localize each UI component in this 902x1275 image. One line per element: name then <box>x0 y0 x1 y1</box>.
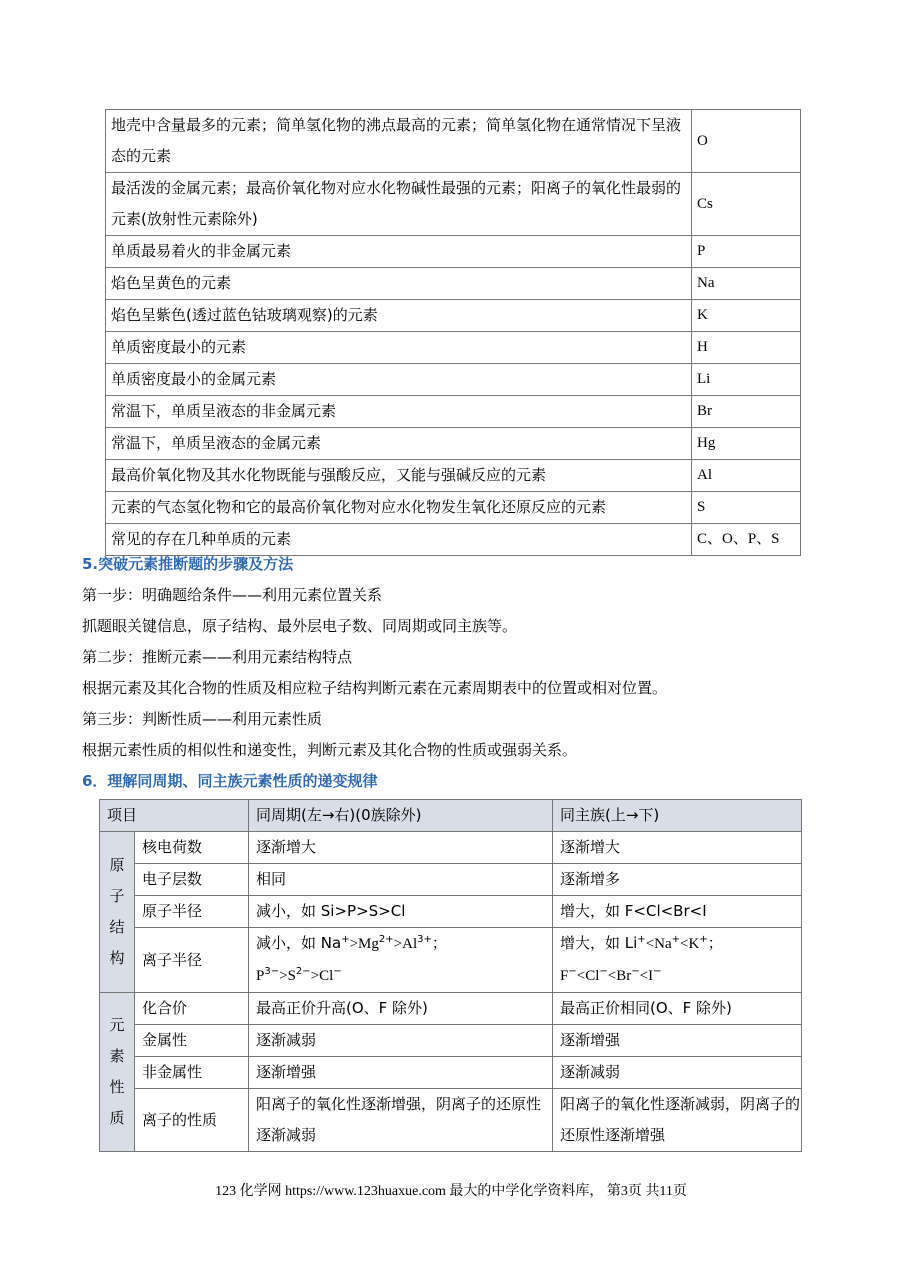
section5-line-5: 第三步：判断性质——利用元素性质 <box>82 710 323 728</box>
period-cell: 相同 <box>249 864 553 896</box>
table-row <box>106 268 801 300</box>
header-group: 同主族(上→下) <box>553 800 802 832</box>
table-row <box>100 993 802 1025</box>
ion-text: 减小，如 Na <box>256 934 342 952</box>
table-row <box>106 173 801 236</box>
group-label-structure: 原 子 结 构 <box>100 832 135 993</box>
prop-cell: 离子的性质 <box>135 1089 249 1152</box>
section6-heading: 6．理解同周期、同主族元素性质的递变规律 <box>82 772 378 790</box>
table-row <box>100 896 802 928</box>
header-item: 项目 <box>100 800 249 832</box>
element-description: 单质密度最小的元素 <box>106 332 692 364</box>
table-row <box>106 396 801 428</box>
group-label-properties: 元 素 性 质 <box>100 993 135 1152</box>
table-row <box>106 236 801 268</box>
table-row <box>100 832 802 864</box>
table-row <box>106 492 801 524</box>
group-cell: 逐渐增强 <box>553 1025 802 1057</box>
section5-line-6: 根据元素性质的相似性和递变性，判断元素及其化合物的性质或强弱关系。 <box>82 741 578 759</box>
element-symbol: H <box>692 332 801 364</box>
group-cell: 阳离子的氧化性逐渐减弱，阴离子的还原性逐渐增强 <box>553 1089 802 1152</box>
element-description: 元素的气态氢化物和它的最高价氧化物对应水化物发生氧化还原反应的元素 <box>106 492 692 524</box>
table-row <box>100 1089 802 1152</box>
element-symbol: O <box>692 110 801 173</box>
element-symbol: Na <box>692 268 801 300</box>
element-description: 焰色呈紫色(透过蓝色钴玻璃观察)的元素 <box>106 300 692 332</box>
period-cell: 最高正价升高(O、F 除外) <box>249 993 553 1025</box>
element-description: 单质最易着火的非金属元素 <box>106 236 692 268</box>
period-cell: 逐渐减弱 <box>249 1025 553 1057</box>
element-symbol: Hg <box>692 428 801 460</box>
ion-text: F <box>560 968 569 984</box>
periodic-trends-table <box>99 799 802 1152</box>
element-description: 焰色呈黄色的元素 <box>106 268 692 300</box>
element-symbol: Li <box>692 364 801 396</box>
ion-text: Cl <box>585 968 600 984</box>
prop-cell: 电子层数 <box>135 864 249 896</box>
table-row <box>106 110 801 173</box>
table-row <box>106 460 801 492</box>
ion-text: Na <box>654 936 672 952</box>
element-facts-table <box>105 109 801 556</box>
group-cell: 增大，如 F<Cl<Br<I <box>553 896 802 928</box>
element-symbol: P <box>692 236 801 268</box>
prop-cell: 金属性 <box>135 1025 249 1057</box>
table-row <box>100 1025 802 1057</box>
ion-text: K <box>688 936 700 952</box>
ion-text: Al <box>402 936 418 952</box>
ion-text: Br <box>616 968 632 984</box>
group-cell: 逐渐增多 <box>553 864 802 896</box>
section5-line-3: 第二步：推断元素——利用元素结构特点 <box>82 648 353 666</box>
element-description: 常温下，单质呈液态的非金属元素 <box>106 396 692 428</box>
table-row <box>100 1057 802 1089</box>
group-cell-ion-radius: 增大，如 Li+<Na+<K+； F−<Cl−<Br−<I− <box>553 928 802 993</box>
period-cell: 逐渐增强 <box>249 1057 553 1089</box>
prop-cell: 原子半径 <box>135 896 249 928</box>
element-symbol: K <box>692 300 801 332</box>
element-description: 常见的存在几种单质的元素 <box>106 524 692 556</box>
ion-text: S <box>287 968 296 984</box>
element-symbol: C、O、P、S <box>692 524 801 556</box>
element-description: 常温下，单质呈液态的金属元素 <box>106 428 692 460</box>
page-footer: 123 化学网 https://www.123huaxue.com 最大的中学化学资料库， 第3页 共11页 <box>215 1184 687 1199</box>
table-row <box>106 332 801 364</box>
element-description: 最高价氧化物及其水化物既能与强酸反应，又能与强碱反应的元素 <box>106 460 692 492</box>
table-row <box>106 428 801 460</box>
prop-cell: 核电荷数 <box>135 832 249 864</box>
ion-text: ； <box>431 934 447 952</box>
section5-heading: 5.突破元素推断题的步骤及方法 <box>82 555 294 573</box>
prop-cell: 离子半径 <box>135 928 249 993</box>
period-cell-ion-radius: 减小，如 $Na^+>Mg^{2+}>Al^{3+}$； $P^{3-}>S^{2-}>Cl^-$ <box>249 928 553 993</box>
ion-text: 增大，如 Li <box>560 934 638 952</box>
section5-line-1: 第一步：明确题给条件——利用元素位置关系 <box>82 586 383 604</box>
header-period: 同周期(左→右)(0族除外) <box>249 800 553 832</box>
table-row <box>106 300 801 332</box>
section5-line-2: 抓题眼关键信息，原子结构、最外层电子数、同周期或同主族等。 <box>82 617 518 635</box>
period-cell: 减小，如 Si>P>S>Cl <box>249 896 553 928</box>
prop-cell: 化合价 <box>135 993 249 1025</box>
table-row <box>100 928 802 993</box>
element-symbol: S <box>692 492 801 524</box>
period-cell: 阳离子的氧化性逐渐增强，阴离子的还原性逐渐减弱 <box>249 1089 553 1152</box>
group-cell: 最高正价相同(O、F 除外) <box>553 993 802 1025</box>
ion-text: Cl <box>319 968 334 984</box>
ion-text: I <box>648 968 654 984</box>
element-symbol: Br <box>692 396 801 428</box>
table-row <box>106 364 801 396</box>
element-description: 单质密度最小的金属元素 <box>106 364 692 396</box>
prop-cell: 非金属性 <box>135 1057 249 1089</box>
table-row <box>106 524 801 556</box>
ion-text: Mg <box>358 936 379 952</box>
group-cell: 逐渐增大 <box>553 832 802 864</box>
section5-line-4: 根据元素及其化合物的性质及相应粒子结构判断元素在元素周期表中的位置或相对位置。 <box>82 679 668 697</box>
group-cell: 逐渐减弱 <box>553 1057 802 1089</box>
ion-text: P <box>256 968 265 984</box>
element-symbol: Al <box>692 460 801 492</box>
element-description: 地壳中含量最多的元素；简单氢化物的沸点最高的元素；简单氢化物在通常情况下呈液态的元素 <box>106 110 692 173</box>
table-row <box>100 864 802 896</box>
period-cell: 逐渐增大 <box>249 832 553 864</box>
element-symbol: Cs <box>692 173 801 236</box>
element-description: 最活泼的金属元素；最高价氧化物对应水化物碱性最强的元素；阳离子的氧化性最弱的元素(放射性元素除外) <box>106 173 692 236</box>
table-header-row <box>100 800 802 832</box>
